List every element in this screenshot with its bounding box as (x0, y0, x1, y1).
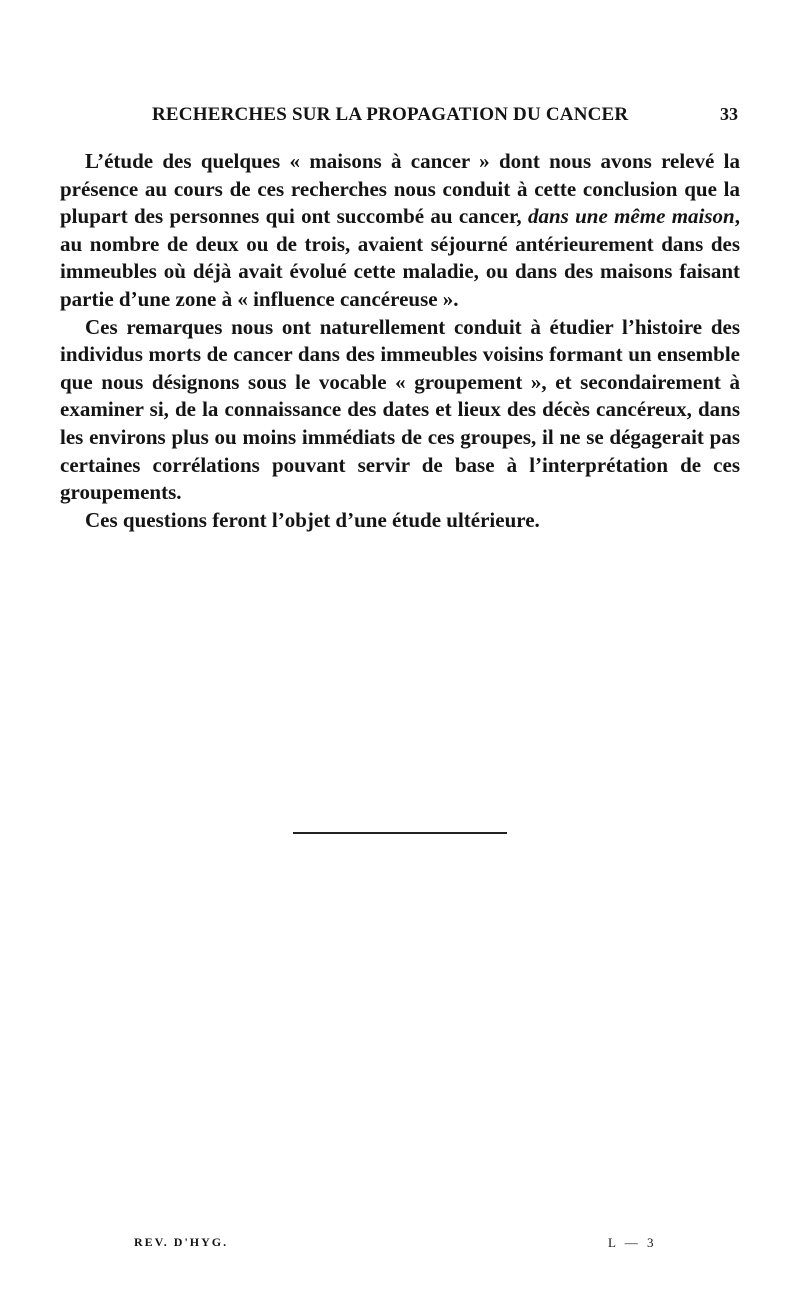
italic-phrase: dans une même maison (527, 204, 735, 229)
body-text (60, 148, 740, 534)
journal-signature: REV. D'HYG. (134, 1235, 229, 1249)
paragraph-text: Ces remarques nous ont naturellement conduit à étudier l’histoire des individus morts de cancer dans des immeubles voisins formant un ensemble que nous désignons sous le vocable « groupement », et secondairement à examiner si, de la connaissance des dates et lieux des décès cancéreux, dans les environs plus ou moins immédiats de ces groupes, il ne se dégagerait pas certaines corrélations pouvant servir de base à l’interprétation de ces groupements. (60, 314, 740, 505)
paragraph (60, 507, 740, 535)
paragraph (60, 148, 740, 314)
paragraph-text: Ces questions feront l’objet d’une étude ultérieure. (85, 507, 540, 532)
paragraph-text: L’étude des quelques « maisons à cancer » dont nous avons relevé la présence au cours de ces recherches nous conduit à cette conclusion que la plupart des personnes qui ont succombé au cancer, (60, 149, 740, 229)
paragraph (60, 314, 740, 507)
sheet-signature: L — 3 (608, 1235, 657, 1250)
paragraph-text: , au nombre de deux ou de trois, avaient séjourné antérieurement dans des immeubles où déjà avait évolué cette maladie, ou dans des maisons faisant partie d’une zone à « influence cancéreuse ». (60, 204, 740, 311)
running-head (152, 104, 738, 132)
running-title: RECHERCHES SUR LA PROPAGATION DU CANCER (152, 104, 629, 125)
page-number: 33 (720, 104, 738, 124)
section-divider (293, 832, 507, 834)
